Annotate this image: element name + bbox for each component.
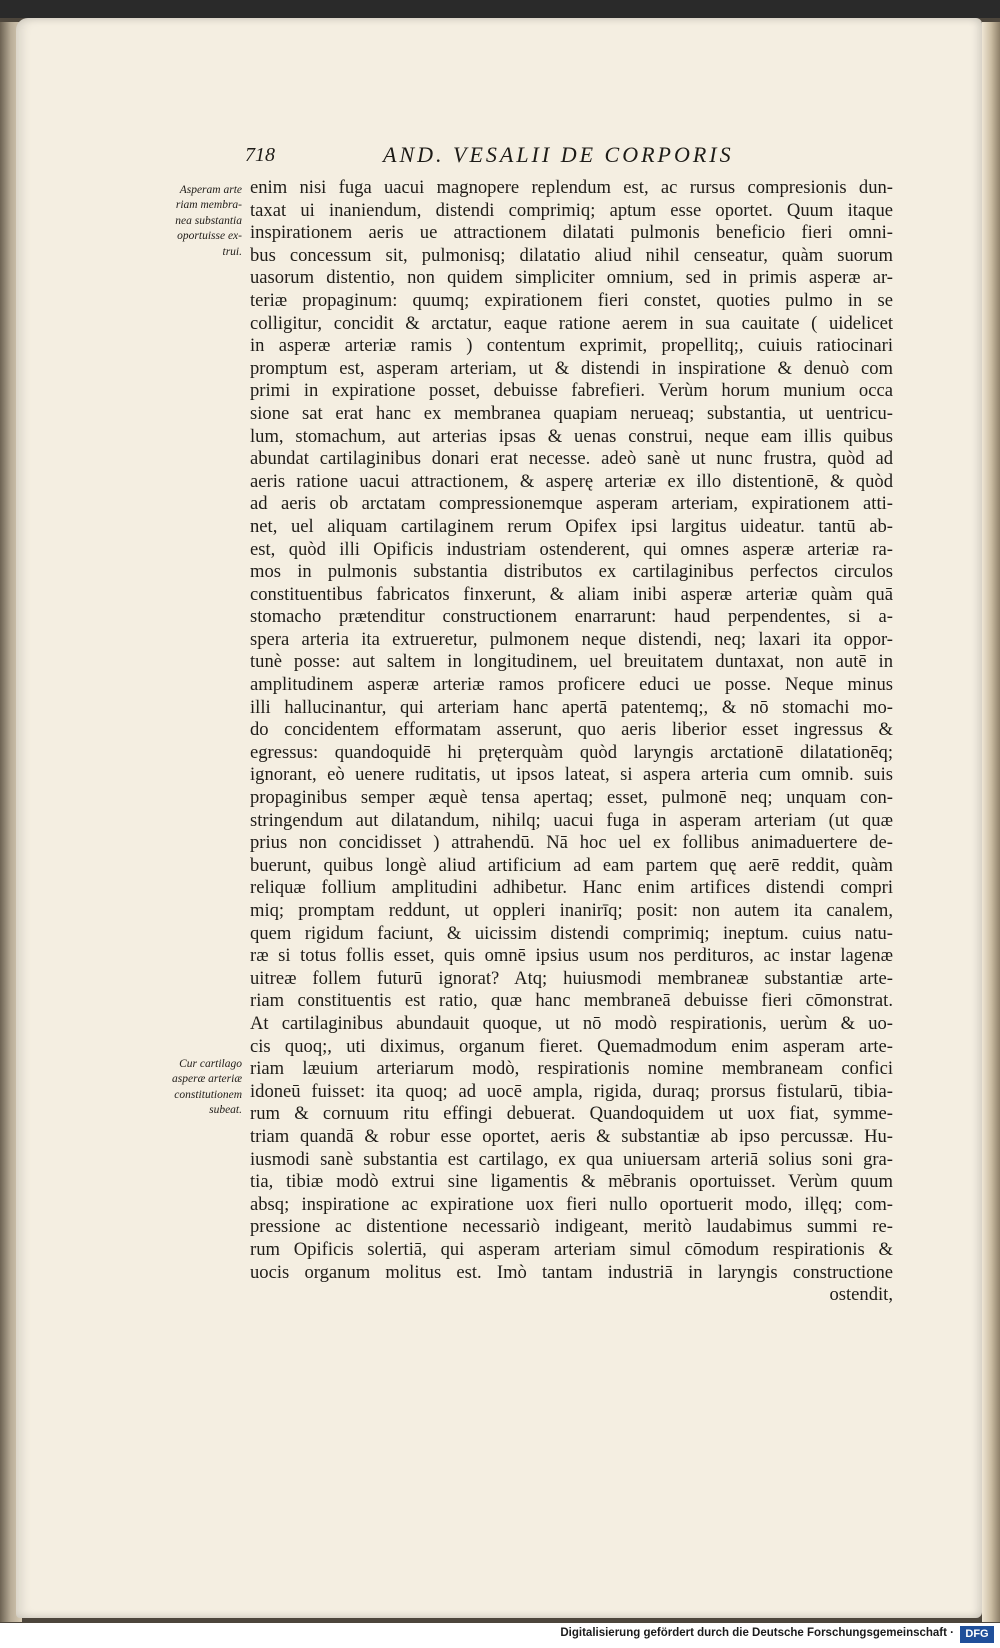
text-line: rum & cornuum ritu effingi debuerat. Quandoquidem ut uox fiat, symme- [250, 1103, 893, 1125]
text-line: aeris ratione uacui attractionem, & asperę arteriæ ex illo distentionē, & quòd [250, 470, 893, 492]
marginal-note [150, 1057, 242, 1119]
marginal-note-line: asperæ arteriæ [172, 1073, 242, 1086]
book-edge-right [982, 22, 1000, 1622]
footer-credit: Digitalisierung gefördert durch die Deutsche Forschungsgemeinschaft · [560, 1627, 954, 1639]
text-line: uocis organum molitus est. Imò tantam industriā in laryngis constructione [250, 1261, 893, 1283]
text-line: propaginibus semper æquè tensa apertaq; esset, pulmonē neq; unquam con- [250, 787, 893, 809]
text-line: lum, stomachum, aut arterias ipsas & uenas construi, neque eam illis quibus [250, 425, 893, 447]
text-line: constituentibus fabricatos finxerunt, & aliam inibi asperæ arteriæ quàm quā [250, 583, 893, 605]
text-line: colligitur, concidit & arctatur, eaque ratione aerem in sua cauitate ( uidelicet [250, 312, 893, 334]
marginal-note-line: constitutionem [174, 1088, 242, 1101]
marginal-note-line: trui. [222, 245, 242, 258]
text-line: ræ si totus follis esset, quis omnē ipsius usum nos perdituros, ac instar lagenæ [250, 945, 893, 967]
text-line: iusmodi sanè substantia est cartilago, ex qua uniuersam arteriā solius soni gra- [250, 1148, 893, 1170]
text-line: tia, tibiæ modò extrui sine ligamentis & mēbranis oportuisset. Verùm quum [250, 1171, 893, 1193]
text-line: cis quoq;, uti diximus, organum fieret. Quemadmodum enim asperam arte- [250, 1035, 893, 1057]
text-line: stringendum aut dilatandum, nihilq; uacui fuga in asperam arteriam (ut quæ [250, 809, 893, 831]
text-line: prius non concidisset ) attrahendū. Nā hoc uel ex follibus animaduertere de- [250, 832, 893, 854]
text-line: taxat ui inaniendum, distendi comprimiq; aptum esse oportet. Quum itaque [250, 199, 893, 221]
marginal-note-line: nea substantia [175, 214, 242, 227]
text-line: sione sat erat hanc ex membranea quapiam nerueaq; substantia, ut uentricu- [250, 402, 893, 424]
text-line: quem rigidum faciunt, & uicissim distendi comprimiq; ineptum. cuius natu- [250, 922, 893, 944]
text-line: At cartilaginibus abundauit quoque, ut nō modò respirationis, uerùm & uo- [250, 1012, 893, 1034]
text-line: abundat cartilaginibus donari erat necesse. adeò sanè ut nunc frustra, quòd ad [250, 448, 893, 470]
marginal-note-line: subeat. [209, 1104, 242, 1117]
text-line: idoneū fuisset: ita quoq; ad uocē ampla, rigida, duraq; prorsus fistularū, tibia- [250, 1080, 893, 1102]
text-line: buerunt, quibus longè aliud artificium ad eam partem quę aerē reddit, quàm [250, 854, 893, 876]
text-line: in asperæ arteriæ ramis ) contentum exprimit, propellitq;, cuiuis ratiocinari [250, 335, 893, 357]
text-line: riam læuium arteriarum modò, respirationis nomine membraneam confici [250, 1058, 893, 1080]
text-line: spera arteria ita extrueretur, pulmonem neque distendi, neq; laxari ita oppor- [250, 628, 893, 650]
running-title: AND. VESALII DE CORPORIS [383, 142, 734, 167]
text-line: pressione ac distentione necessariò indigeant, meritò laudabimus summi re- [250, 1216, 893, 1238]
text-line: inspirationem aeris ue attractionem dilatati pulmonis beneficio fieri omni- [250, 222, 893, 244]
text-line: bus concessum sit, pulmonisq; dilatatio aliud nihil censeatur, quàm suorum [250, 244, 893, 266]
text-line: egressus: quandoquidē hi pręterquàm quòd laryngis arctationē dilatationēq; [250, 741, 893, 763]
text-line: est, quòd illi Opificis industriam ostenderent, qui omnes asperæ arteriæ ra- [250, 538, 893, 560]
marginal-note-line: Asperam arte [179, 184, 242, 196]
scan-top-band [0, 0, 1000, 18]
text-line: illi hallucinantur, qui arteriam hanc apertā patentemq;, & nō stomachi mo- [250, 696, 893, 718]
dfg-logo: DFG [960, 1626, 994, 1643]
text-line: do concidentem efformatam asserunt, quo aeris liberior esset ingressus & [250, 719, 893, 741]
text-line: amplitudinem asperæ arteriæ ramos proficere educi ue posse. Neque minus [250, 674, 893, 696]
text-line: ad aeris ob arctatam compressionemque asperam arteriam, expirationem atti- [250, 493, 893, 515]
text-line: tunè posse: aut saltem in longitudinem, uel breuitatem duntaxat, non autē in [250, 651, 893, 673]
text-line: triam quandā & robur esse oportet, aeris & substantiæ ab ipso percussæ. Hu- [250, 1125, 893, 1147]
text-line: teriæ propaginum: quumq; expirationem fieri constet, quoties pulmo in se [250, 289, 893, 311]
text-line: stomacho prætenditur constructionem enarrarunt: haud perpendentes, si a- [250, 606, 893, 628]
body-text [250, 177, 893, 1307]
catchword: ostendit, [829, 1284, 893, 1306]
text-line: mos in pulmonis substantia distributos ex cartilaginibus perfectos circulos [250, 561, 893, 583]
text-line: riam constituentis est ratio, quæ hanc membraneā debuisse fieri cōmonstrat. [250, 990, 893, 1012]
text-line: absq; inspiratione ac expiratione uox fieri nullo oportuerit modo, illęq; com- [250, 1193, 893, 1215]
marginal-note-line: riam membra- [175, 199, 242, 212]
marginal-note [150, 183, 242, 260]
marginal-note-line: Cur cartilago [179, 1058, 242, 1070]
text-line: net, uel aliquam cartilaginem rerum Opifex ipsi largitus uideatur. tantū ab- [250, 515, 893, 537]
text-line: enim nisi fuga uacui magnopere replendum est, ac rursus compresionis dun- [250, 177, 893, 198]
text-line: miq; promptam reddunt, ut oppleri inanirīq; posit: non autem ita canalem, [250, 900, 893, 921]
marginal-note-line: oportuisse ex- [177, 230, 242, 243]
text-line: primi in expiratione posset, debuisse fabrefieri. Verùm horum munium occa [250, 380, 893, 402]
page-number: 718 [245, 144, 275, 166]
text-line: uasorum distentio, non quidem simpliciter omnium, sed in primis asperæ ar- [250, 267, 893, 289]
text-line: rum Opificis solertiā, qui asperam arteriam simul cōmodum respirationis & [250, 1238, 893, 1260]
text-line: reliquæ follium amplitudini adhibetur. Hanc enim artifices distendi compri [250, 877, 893, 899]
text-line: ignorant, eò uenere ruditatis, ut ipsos lateat, si aspera arteria cum omnib. suis [250, 764, 893, 786]
text-line: uitreæ follem futurū ignorat? Atq; huiusmodi membraneæ substantiæ arte- [250, 967, 893, 989]
digitization-footer [0, 1623, 1000, 1648]
text-line: promptum est, asperam arteriam, ut & distendi in inspiratione & denuò com [250, 357, 893, 379]
page-header [245, 140, 805, 170]
